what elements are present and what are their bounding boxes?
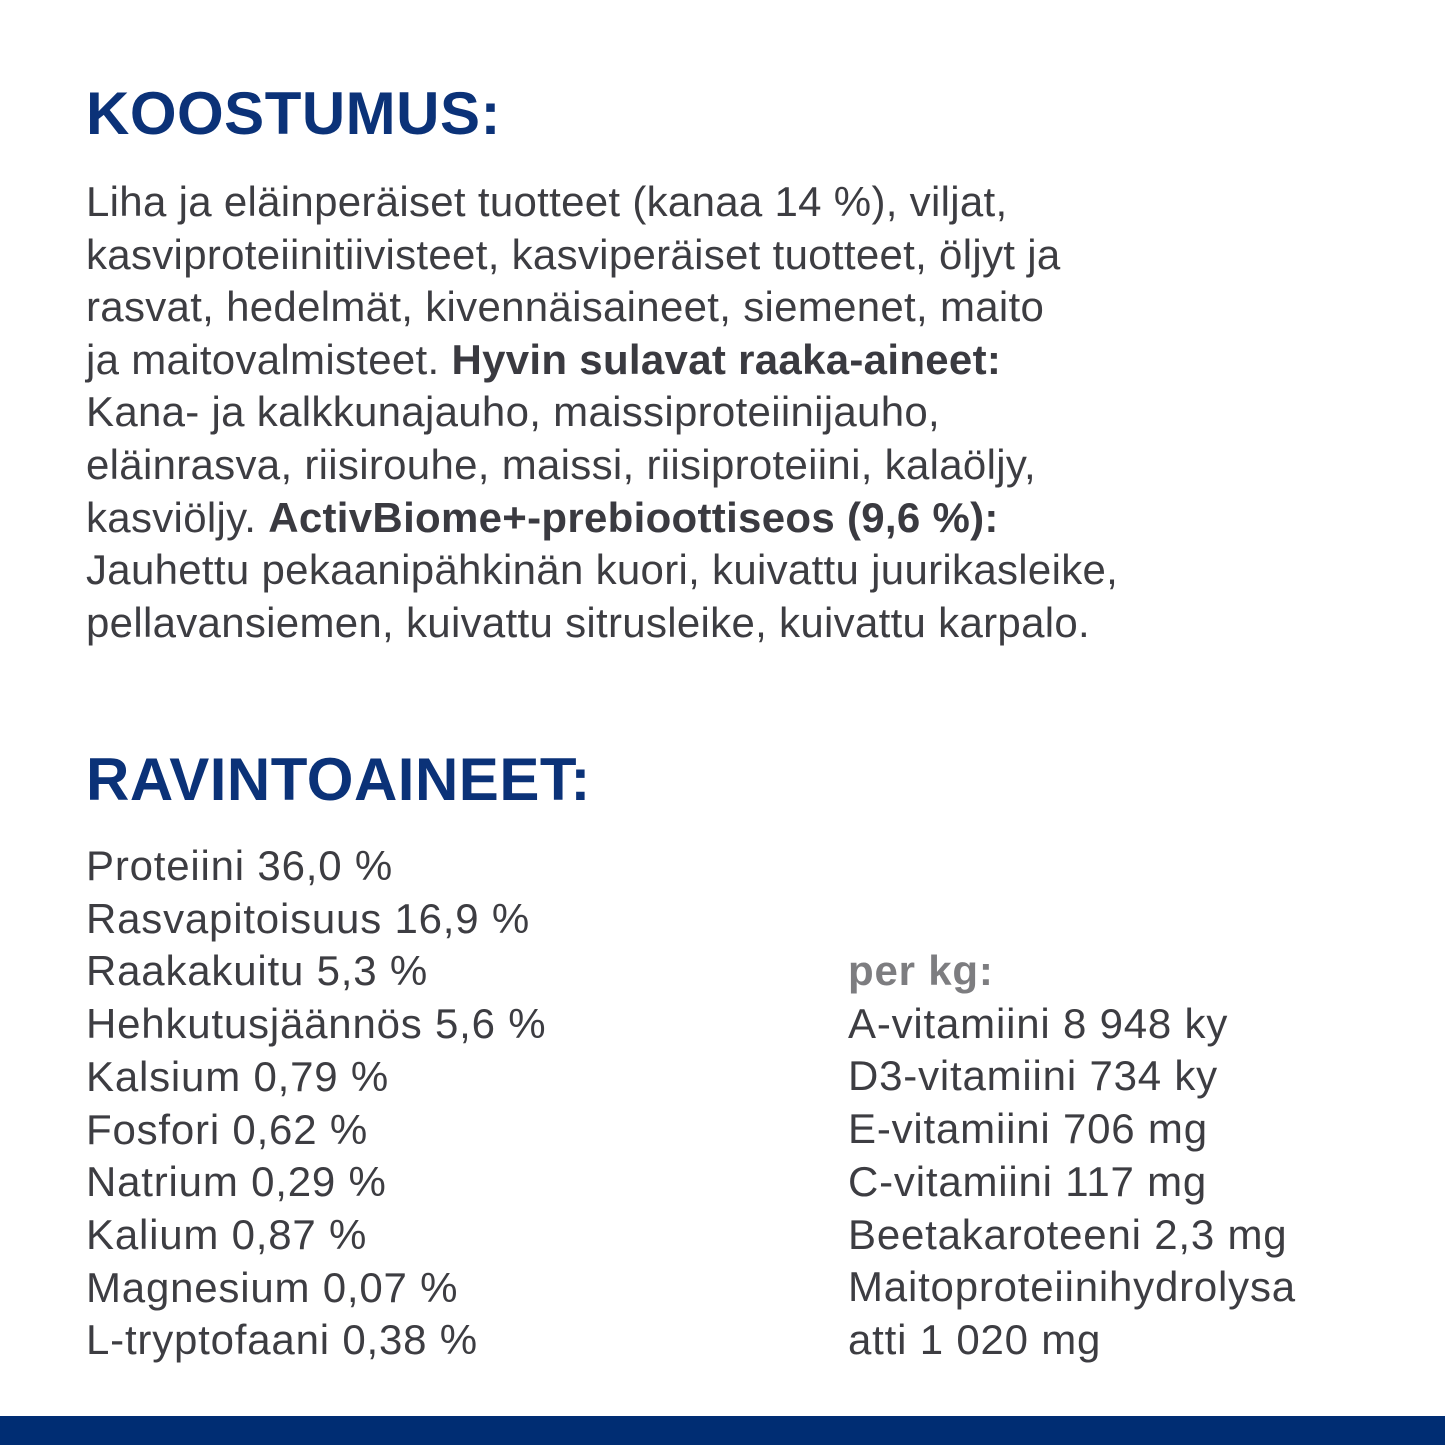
prebiotic-blend-label: ActivBiome+-prebioottiseos (9,6 %): <box>268 493 999 541</box>
line-text: kasviöljy. <box>86 493 269 541</box>
composition-line <box>86 334 1416 387</box>
line-text: eläinrasva, riisirouhe, maissi, riisiproteiini, kalaöljy, <box>86 440 1036 488</box>
nutrient-item: Kalium 0,87 % <box>86 1210 368 1258</box>
per-kg-item: D3-vitamiini 734 ky <box>848 1052 1218 1100</box>
nutrient-item: L-tryptofaani 0,38 % <box>86 1316 478 1364</box>
composition-line <box>86 386 1416 439</box>
nutrient-item: Kalsium 0,79 % <box>86 1052 390 1100</box>
nutrients-heading: RAVINTOAINEET: <box>86 746 591 813</box>
nutrient-item: Raakakuitu 5,3 % <box>86 947 428 995</box>
per-kg-item: E-vitamiini 706 mg <box>848 1105 1208 1153</box>
composition-line <box>86 492 1416 545</box>
line-text: Kana- ja kalkkunajauho, maissiproteiinijauho, <box>86 388 940 436</box>
per-kg-label: per kg: <box>848 947 994 994</box>
composition-line <box>86 597 1416 650</box>
composition-line <box>86 439 1416 492</box>
line-text: rasvat, hedelmät, kivennäisaineet, siemenet, maito <box>86 283 1045 331</box>
composition-heading: KOOSTUMUS: <box>86 80 501 147</box>
line-text: ja maitovalmisteet. <box>86 335 452 383</box>
nutrient-item: Proteiini 36,0 % <box>86 842 393 889</box>
nutrient-item: Rasvapitoisuus 16,9 % <box>86 894 531 942</box>
analytical-constituents-list <box>86 840 546 1367</box>
line-text: Liha ja eläinperäiset tuotteet (kanaa 14 %), viljat, <box>86 178 1008 225</box>
nutrient-item: Natrium 0,29 % <box>86 1158 387 1206</box>
composition-text <box>86 176 1416 649</box>
per-kg-list <box>848 945 1296 1367</box>
per-kg-item: C-vitamiini 117 mg <box>848 1157 1208 1205</box>
line-text: pellavansiemen, kuivattu sitrusleike, kuivattu karpalo. <box>86 598 1090 646</box>
composition-line <box>86 281 1416 334</box>
composition-line <box>86 544 1416 597</box>
per-kg-item: Maitoproteiinihydrolysa <box>848 1263 1296 1311</box>
composition-line <box>86 176 1416 229</box>
per-kg-item: Beetakaroteeni 2,3 mg <box>848 1210 1288 1258</box>
composition-line <box>86 229 1416 282</box>
per-kg-item: atti 1 020 mg <box>848 1315 1102 1363</box>
nutrient-item: Hehkutusjäännös 5,6 % <box>86 1000 547 1048</box>
bottom-brand-bar <box>0 1416 1445 1445</box>
line-text: kasviproteiinitiivisteet, kasviperäiset tuotteet, öljyt ja <box>86 230 1061 278</box>
per-kg-item: A-vitamiini 8 948 ky <box>848 999 1229 1047</box>
nutrient-item: Fosfori 0,62 % <box>86 1105 368 1153</box>
highly-digestible-label: Hyvin sulavat raaka-aineet: <box>451 335 1002 383</box>
nutrient-item: Magnesium 0,07 % <box>86 1263 459 1311</box>
line-text: Jauhettu pekaanipähkinän kuori, kuivattu juurikasleike, <box>86 546 1119 594</box>
